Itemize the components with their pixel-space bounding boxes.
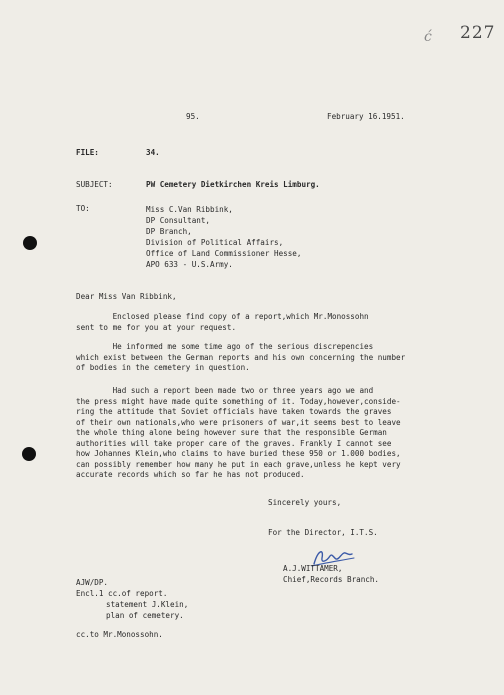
paragraph-line: the press might have made quite something of it. Today,however,conside- — [76, 396, 401, 406]
paragraph-line: accurate records which so far he has not produced. — [76, 470, 305, 479]
punch-hole-top — [23, 236, 37, 250]
for-director-line: For the Director, I.T.S. — [268, 528, 378, 537]
paragraph-line: how Johannes Klein,who claims to have buried these 950 or 1.000 bodies, — [76, 449, 401, 458]
page-number: 227 — [460, 23, 496, 43]
paragraph-line: ring the attitude that Soviet officials have taken towards the graves — [76, 407, 392, 416]
enclosure-item: plan of cemetery. — [106, 611, 184, 620]
paragraph-3 — [76, 386, 436, 481]
address-line: Office of Land Commissioner Hesse, — [146, 249, 302, 258]
address-line: DP Branch, — [146, 227, 192, 236]
paragraph-2 — [76, 342, 436, 374]
signatory-title: Chief,Records Branch. — [283, 575, 380, 584]
file-value: 34. — [146, 148, 160, 157]
paragraph-line: authorities will take proper care of the graves. Frankly I cannot see — [76, 438, 392, 448]
carbon-copy-line: cc.to Mr.Monossohn. — [76, 630, 163, 639]
paragraph-line: sent to me for you at your request. — [76, 322, 237, 332]
paragraph-line: the whole thing alone being however sure that the responsible German — [76, 428, 387, 437]
address-line: APO 633 - U.S.Army. — [146, 260, 233, 269]
typist-initials: AJW/DP. — [76, 578, 109, 587]
paragraph-line: Enclosed please find copy of a report,which Mr.Monossohn — [76, 312, 369, 321]
paragraph-line: of bodies in the cemetery in question. — [76, 363, 250, 372]
paragraph-line: which exist between the German reports and his own concerning the number — [76, 352, 406, 362]
paragraph-line: can possibly remember how many he put in each grave,unless he kept very — [76, 459, 401, 469]
paragraph-line: Had such a report been made two or three years ago we and — [76, 386, 374, 395]
punch-hole-bottom — [22, 447, 36, 461]
address-line: Miss C.Van Ribbink, — [146, 205, 233, 214]
paragraph-line: He informed me some time ago of the serious discrepencies — [76, 342, 374, 351]
enclosure-label: Encl.1 cc.of report. — [76, 589, 168, 598]
letter-date: February 16.1951. — [327, 112, 405, 121]
file-label: FILE: — [76, 148, 99, 157]
subject-label: SUBJECT: — [76, 180, 113, 189]
salutation: Dear Miss Van Ribbink, — [76, 292, 177, 301]
paragraph-1 — [76, 312, 436, 333]
address-line: Division of Political Affairs, — [146, 238, 284, 247]
signatory-name: A.J.WITTAMER, — [283, 564, 343, 573]
subject-value: PW Cemetery Dietkirchen Kreis Limburg. — [146, 180, 320, 189]
to-label: TO: — [76, 204, 90, 213]
enclosure-item: statement J.Klein, — [106, 600, 189, 609]
recipient-address — [146, 204, 301, 270]
closing: Sincerely yours, — [268, 498, 342, 507]
paragraph-line: of their own nationals,who were prisoners of war,it seems best to leave — [76, 417, 401, 427]
address-line: DP Consultant, — [146, 216, 211, 225]
reference-number: 95. — [186, 112, 200, 121]
corner-mark: ć — [424, 29, 432, 45]
